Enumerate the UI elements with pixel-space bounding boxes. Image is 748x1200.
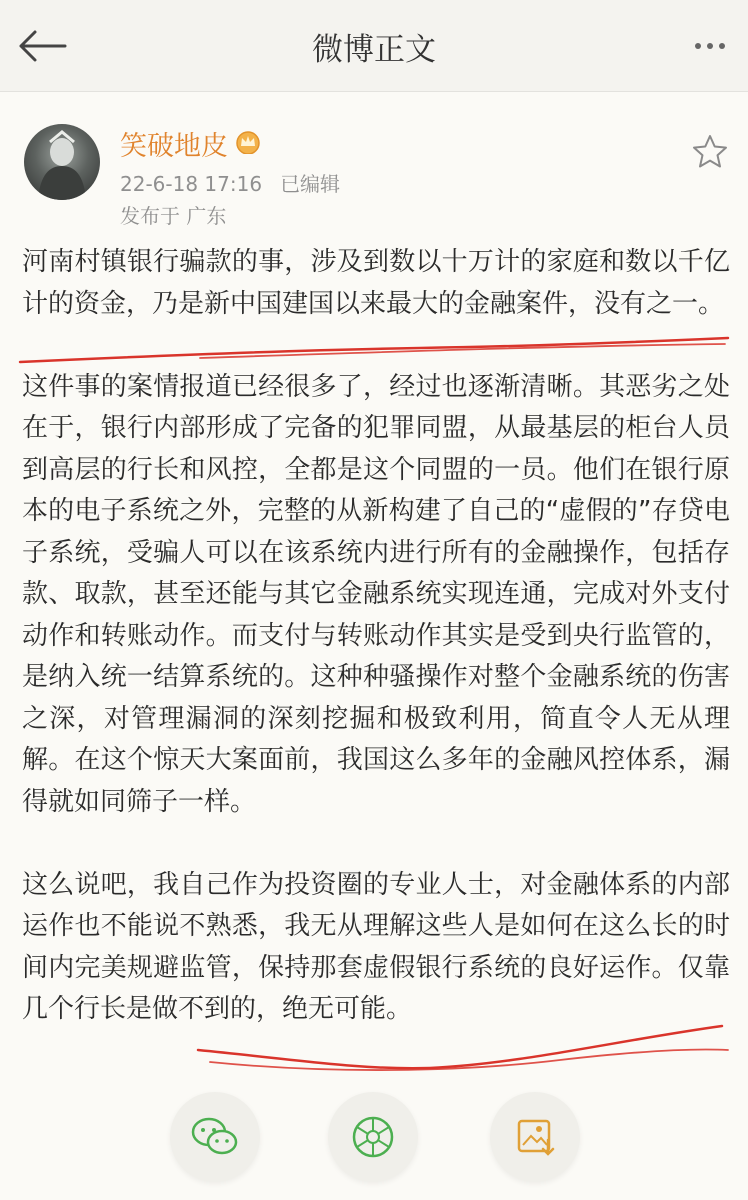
save-image-icon [514, 1116, 556, 1158]
post-location: 发布于 广东 [120, 204, 227, 228]
post-meta [120, 168, 340, 197]
more-dots-icon [695, 43, 701, 49]
page-title: 微博正文 [312, 31, 436, 68]
star-icon[interactable] [690, 132, 730, 172]
save-image-button[interactable] [490, 1092, 580, 1182]
back-button[interactable] [10, 18, 74, 74]
share-moments-button[interactable] [328, 1092, 418, 1182]
crown-icon [233, 128, 263, 154]
more-dot [707, 43, 713, 49]
avatar-figure [24, 124, 100, 200]
post-timestamp: 22-6-18 17:16 [120, 172, 263, 196]
more-button[interactable] [684, 26, 736, 66]
post-body [22, 242, 730, 1072]
edited-label[interactable]: 已编辑 [280, 172, 341, 196]
wechat-icon [190, 1115, 240, 1159]
more-dot [719, 43, 725, 49]
author-header [0, 110, 748, 230]
author-name[interactable]: 笑破地皮 [120, 131, 228, 162]
avatar[interactable] [24, 124, 100, 200]
share-action-bar [0, 1088, 748, 1200]
arrow-left-icon [17, 29, 67, 63]
post-paragraph: 这件事的案情报道已经很多了，经过也逐渐清晰。其恶劣之处在于，银行内部形成了完备的犯罪同盟，从最基层的柜台人员到高层的行长和风控，全都是这个同盟的一员。他们在银行原本的电子系统之外，完整的从新构建了自己的“虚假的”存贷电子系统，受骗人可以在该系统内进行所有的金融操作，包括存款、取款，甚至还能与其它金融系统实现连通，完成对外支付动作和转账动作。而支付与转账动作其实是受到央行监管的，是纳入统一结算系统的。这种种骚操作对整个金融系统的伤害之深，对管理漏洞的深刻挖掘和极致利用，简直令人无从理解。在这个惊天大案面前，我国这么多年的金融风控体系，漏得就如同筛子一样。 [22, 371, 730, 817]
share-wechat-button[interactable] [170, 1092, 260, 1182]
post-paragraph: 河南村镇银行骗款的事，涉及到数以十万计的家庭和数以千亿计的资金，乃是新中国建国以来最大的金融案件，没有之一。 [22, 247, 730, 319]
wechat-moments-icon [350, 1114, 396, 1160]
post-paragraph: 这么说吧，我自己作为投资圈的专业人士，对金融体系的内部运作也不能说不熟悉，我无从理解这些人是如何在这么长的时间内完美规避监管，保持那套虚假银行系统的良好运作。仅靠几个行长是做不到的，绝无可能。 [22, 869, 730, 1024]
top-bar [0, 0, 748, 92]
